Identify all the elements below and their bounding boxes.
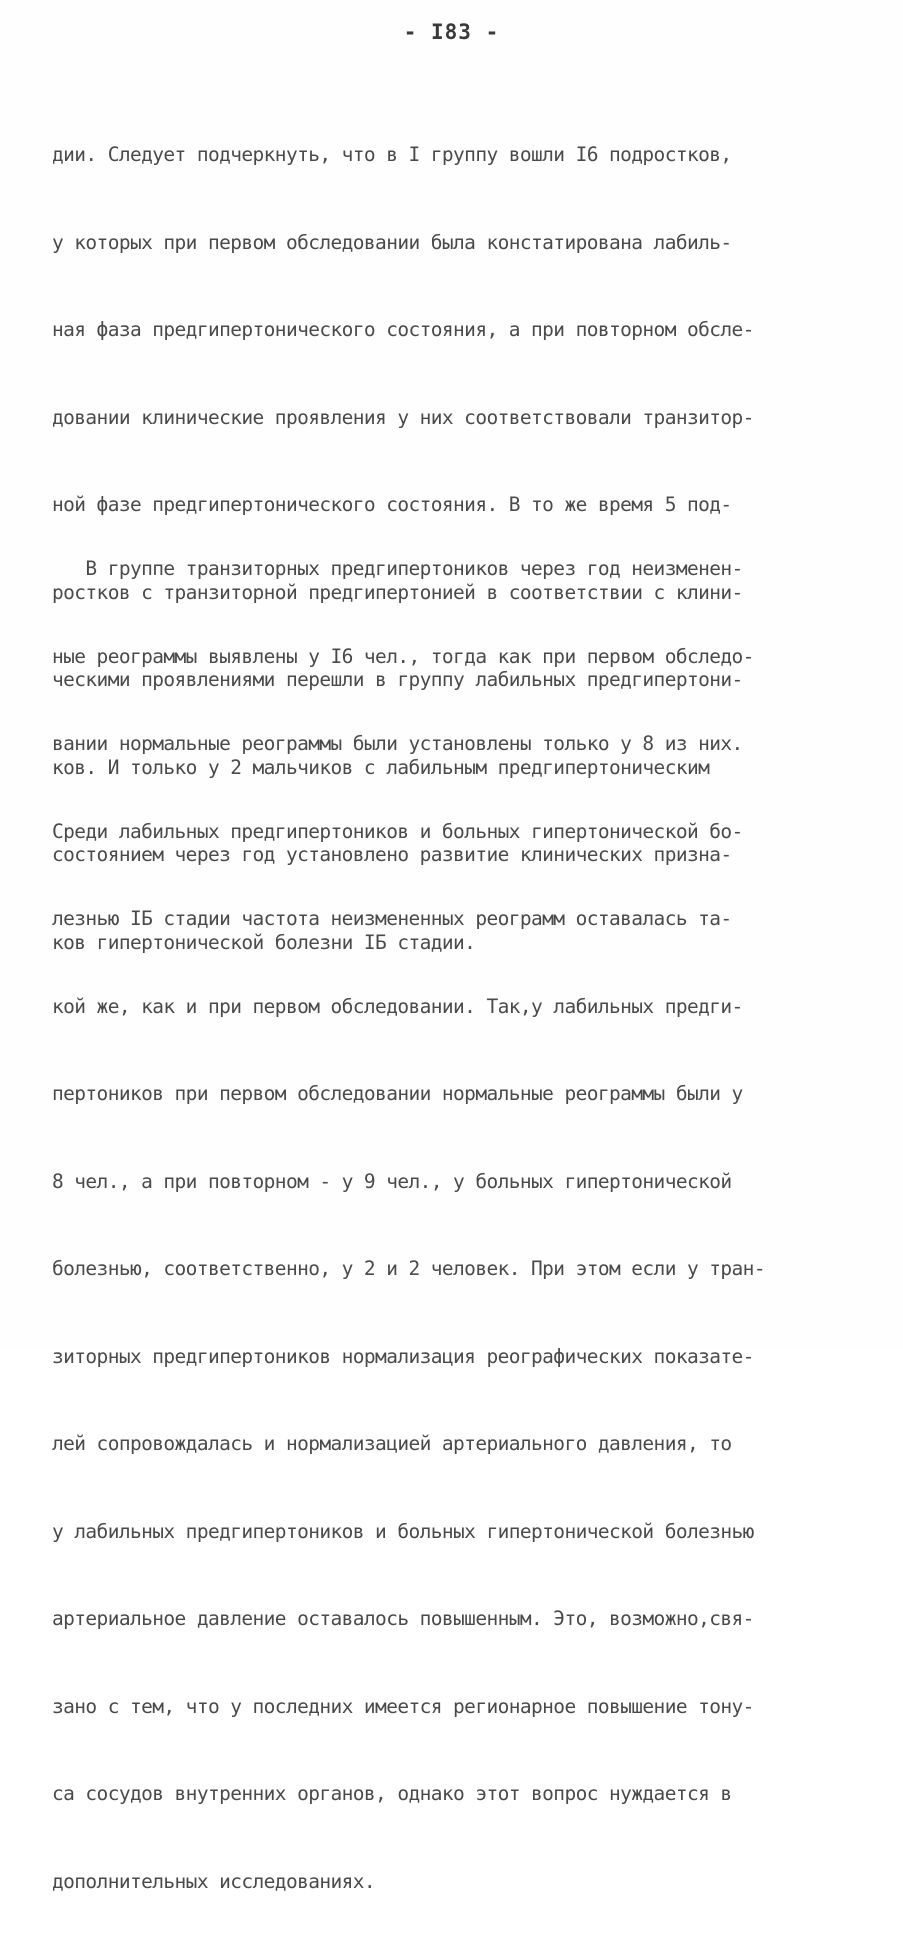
text-line: состоянием через год установлено развитие клинических призна- <box>52 843 732 866</box>
text-line: вании нормальные реограммы были установлены только у 8 из них. <box>52 732 743 755</box>
text-line: зиторных предгипертоников нормализация реографических показате- <box>52 1344 754 1368</box>
text-line: ные реограммы выявлены у I6 чел., тогда как при первом обследо- <box>52 644 754 668</box>
page-number: - I83 - <box>403 20 500 44</box>
text-line: дии. Следует подчеркнуть, что в I группу вошли I6 подростков, <box>52 143 732 166</box>
text-line: 8 чел., а при повторном - у 9 чел., у больных гипертонической <box>52 1169 732 1193</box>
text-line: ной фазе предгипертонического состояния. В то же время 5 под- <box>52 493 732 516</box>
text-line: кой же, как и при первом обследовании. Так,у лабильных предги- <box>52 994 743 1018</box>
text-line: ков гипертонической болезни IБ стадии. <box>52 930 476 954</box>
text-line: довании клинические проявления у них соответствовали транзитор- <box>52 405 754 429</box>
text-line: ная фаза предгипертонического состояния, а при повторном обсле- <box>52 318 754 341</box>
text-line: зано с тем, что у последних имеется регионарное повышение тону- <box>52 1694 754 1718</box>
text-line: ков. И только у 2 мальчиков с лабильным предгипертоническим <box>52 755 710 779</box>
text-line: Среди лабильных предгипертоников и больных гипертонической бо- <box>52 819 743 843</box>
paragraph-2 <box>52 502 852 1948</box>
text-line: артериальное давление оставалось повышенным. Это, возможно,свя- <box>52 1607 754 1630</box>
text-line: дополнительных исследованиях. <box>52 1869 376 1893</box>
text-line: са сосудов внутренних органов, однако этот вопрос нуждается в <box>52 1782 732 1805</box>
text-line: ческими проявлениями перешли в группу лабильных предгипертони- <box>52 668 743 691</box>
text-line: ростков с транзиторной предгипертонией в соответствии с клини- <box>52 580 743 604</box>
text-line: пертоников при первом обследовании нормальные реограммы были у <box>52 1082 743 1105</box>
text-line: лей сопровождалась и нормализацией артериального давления, то <box>52 1432 732 1455</box>
text-line: В группе транзиторных предгипертоников через год неизменен- <box>52 557 743 580</box>
text-line: лезнью IБ стадии частота неизмененных реограмм оставалась та- <box>52 907 732 930</box>
text-line: болезнью, соответственно, у 2 и 2 человек. При этом если у тран- <box>52 1257 765 1280</box>
text-line: у которых при первом обследовании была констатирована лабиль- <box>52 230 732 254</box>
text-line: у лабильных предгипертоников и больных гипертонической болезнью <box>52 1519 754 1543</box>
